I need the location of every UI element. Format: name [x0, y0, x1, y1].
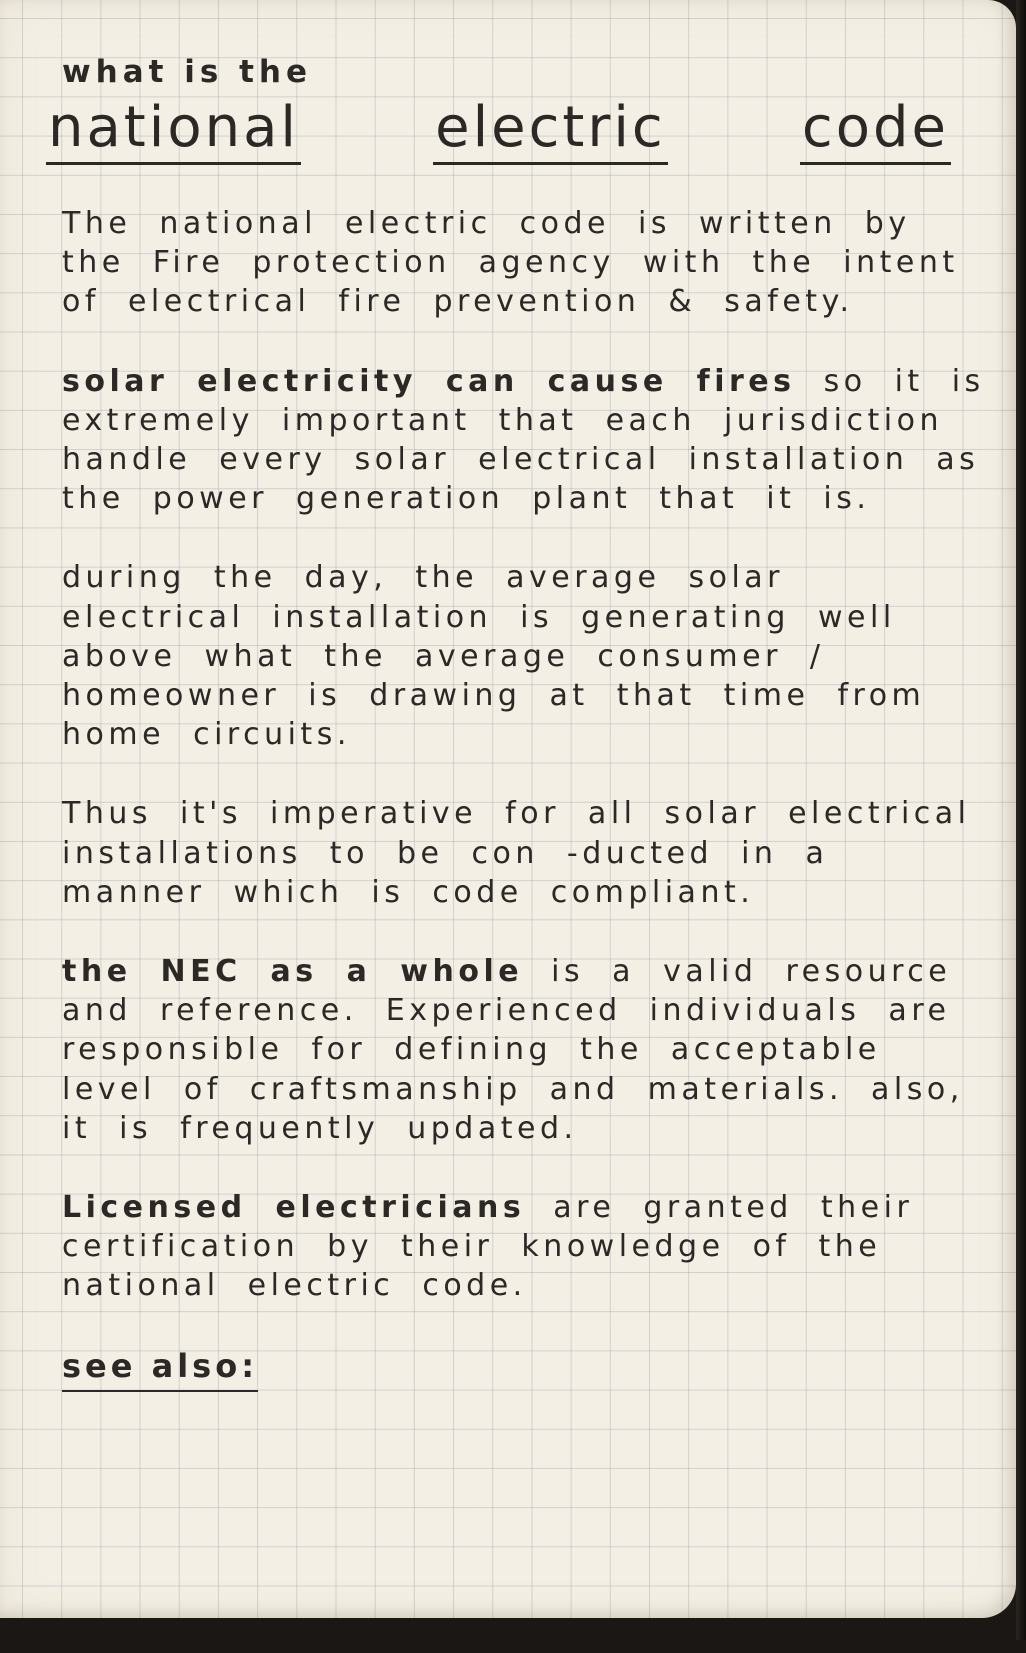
- paragraph-lead: solar electricity can cause fires: [62, 363, 796, 399]
- paragraph-text: during the day, the average solar electrical installation is generating well above what the average consumer / homeowner is drawing at that time from home circuits.: [62, 560, 926, 753]
- paragraph-code-compliance: [62, 794, 992, 912]
- title-word-national: national: [46, 96, 301, 165]
- paragraph-nec-resource: [62, 952, 992, 1148]
- paragraph-nec-authorship: [62, 204, 992, 322]
- title-word-code: code: [800, 96, 951, 165]
- paragraph-lead: the NEC as a whole: [62, 954, 524, 990]
- page-title: [46, 96, 951, 170]
- title-word-electric: electric: [433, 96, 668, 165]
- paragraph-text: Thus it's imperative for all solar electrical installations to be con -ducted in a manner which is code compliant.: [62, 796, 971, 910]
- page-content: [48, 52, 992, 1392]
- paragraph-daytime-generation: [62, 558, 992, 754]
- paragraph-lead: Licensed electricians: [62, 1190, 526, 1226]
- paragraph-text: is a valid resource and reference. Experienced individuals are responsible for defining the acceptable level of craftsmanship and materials. also, it is frequently updated.: [62, 954, 964, 1146]
- paragraph-text: are granted their certification by their knowledge of the national electric code.: [62, 1190, 914, 1304]
- paragraph-text: so it is extremely important that each jurisdiction handle every solar electrical installation as the power generation plant that it is.: [62, 363, 985, 517]
- page-kicker: what is the: [62, 54, 313, 90]
- paragraph-solar-fire-risk: [62, 362, 992, 519]
- paragraph-text: The national electric code is written by the Fire protection agency with the intent of electrical fire prevention & safety.: [62, 206, 959, 320]
- page-edge: [1016, 0, 1026, 1640]
- paragraph-licensed-electricians: [62, 1188, 992, 1306]
- see-also-heading: see also:: [62, 1346, 258, 1392]
